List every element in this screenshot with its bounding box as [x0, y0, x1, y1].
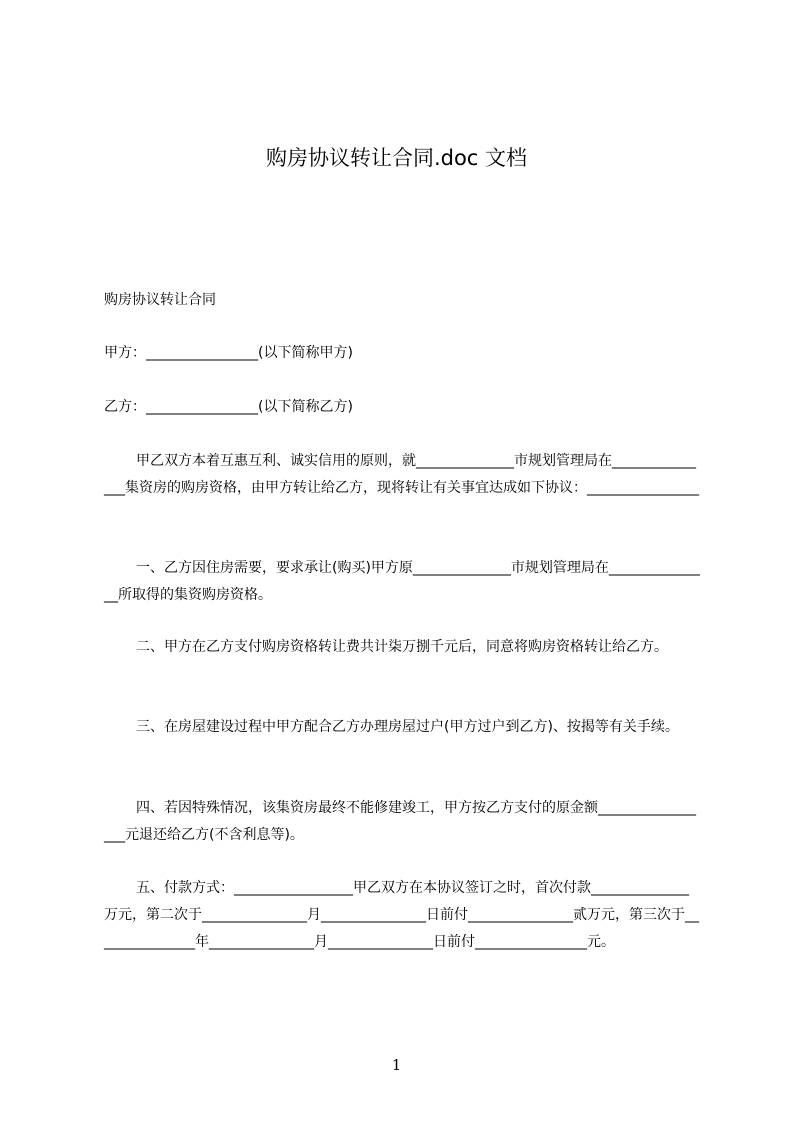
clause-five: 五、付款方式：_________________甲乙双方在本协议签订之时，首次付款______________万元，第二次于_______________月_______________日前付_______________贰万元，第三次于_______________年_______________月_______________日前付________________元。	[104, 880, 699, 950]
clause-three: 三、在房屋建设过程中甲方配合乙方办理房屋过户(甲方过户到乙方)、按揭等有关手续。	[136, 719, 679, 735]
clause-one: 一、乙方因住房需要，要求承让(购买)甲方原______________市规划管理局在_______________所取得的集资购房资格。	[104, 560, 700, 603]
clause-two: 二、甲方在乙方支付购房资格转让费共计柒万捌千元后，同意将购房资格转让给乙方。	[136, 639, 668, 655]
page-number: 1	[391, 1056, 402, 1074]
document-title: 购房协议转让合同.doc 文档	[265, 146, 528, 170]
preamble-paragraph: 甲乙双方本着互惠互利、诚实信用的原则，就______________市规划管理局在_______________集资房的购房资格，由甲方转让给乙方，现将转让有关事宜达成如下协议：________________	[104, 453, 699, 496]
clause-four: 四、若因特殊情况，该集资房最终不能修建竣工，甲方按乙方支付的原金额_________________元退还给乙方(不含利息等)。	[104, 800, 696, 843]
contract-heading: 购房协议转让合同	[104, 292, 216, 308]
party-b-line: 乙方：________________(以下简称乙方)	[104, 399, 353, 415]
party-a-line: 甲方：________________(以下简称甲方)	[104, 345, 353, 361]
